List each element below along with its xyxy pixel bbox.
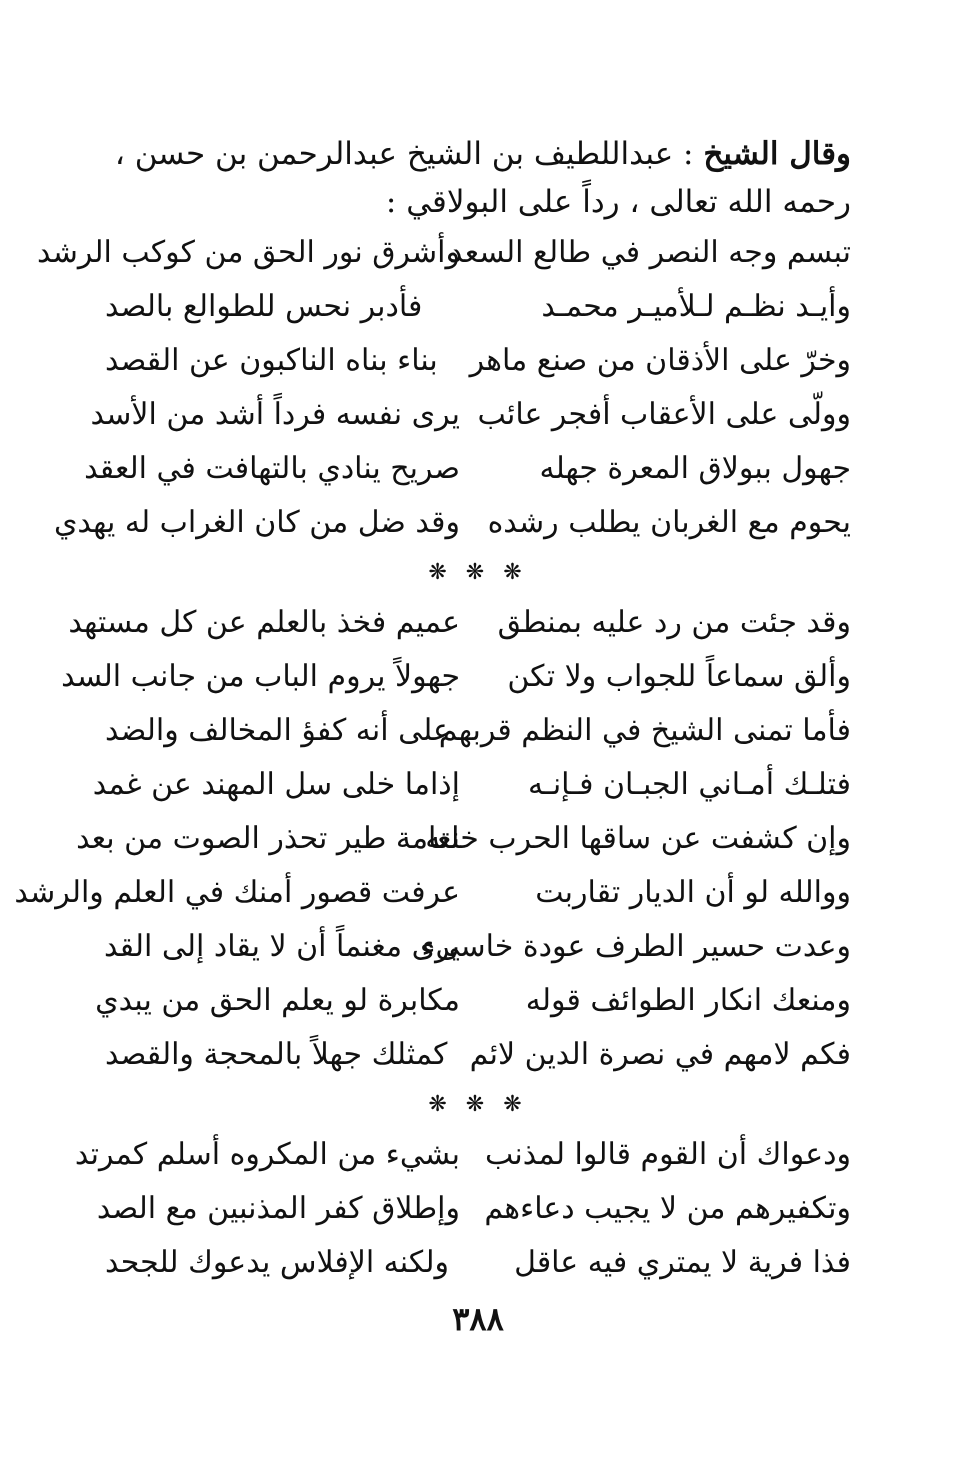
second-hemistich: يرى مغنماً أن لا يقاد إلى القد bbox=[103, 929, 460, 964]
verse-line bbox=[84, 442, 851, 496]
first-hemistich: وقد جئت من رد عليه بمنطق bbox=[497, 605, 851, 640]
first-hemistich: وإن كشفت عن ساقها الحرب خلته bbox=[425, 821, 851, 856]
verse-line bbox=[105, 280, 851, 334]
second-hemistich: وأشرق نور الحق من كوكب الرشد bbox=[36, 235, 460, 270]
second-hemistich: وقد ضل من كان الغراب له يهدي bbox=[53, 505, 460, 540]
second-hemistich: عرفت قصور أمنك في العلم والرشد bbox=[14, 875, 460, 910]
second-hemistich: عميم فخذ بالعلم عن كل مستهد bbox=[68, 605, 460, 640]
verse-line bbox=[105, 1236, 851, 1290]
second-hemistich: كمثلك جهلاً بالمحجة والقصد bbox=[105, 1037, 448, 1072]
first-hemistich: ومنعك انكار الطوائف قوله bbox=[525, 983, 851, 1018]
first-hemistich: وولّى على الأعقاب أفجر عائب bbox=[477, 397, 851, 432]
intro-line-1 bbox=[105, 130, 851, 178]
first-hemistich: فتلـك أمـاني الجبـان فـإنـه bbox=[527, 767, 851, 802]
second-hemistich: وإطلاق كفر المذنبين مع الصد bbox=[96, 1191, 460, 1226]
verse-line bbox=[36, 226, 851, 280]
verse-line bbox=[61, 650, 851, 704]
second-hemistich: إذاما خلى سل المهند عن غمد bbox=[92, 767, 460, 802]
second-hemistich: فأدبر نحس للطوالع بالصد bbox=[105, 289, 423, 324]
second-hemistich: بشيء من المكروه أسلم كمرتد bbox=[74, 1137, 460, 1172]
first-hemistich: يحوم مع الغربان يطلب رشده bbox=[487, 505, 851, 540]
first-hemistich: فأما تمنى الشيخ في النظم قربهم bbox=[438, 713, 851, 748]
section-separator: ❋ ❋ ❋ bbox=[428, 560, 528, 585]
first-hemistich: تبسم وجه النصر في طالع السعد bbox=[449, 235, 851, 270]
intro-line-2: رحمه الله تعالى ، رداً على البولاقي : bbox=[385, 184, 851, 220]
first-hemistich: فذا فرية لا يمتري فيه عاقل bbox=[514, 1245, 851, 1280]
second-hemistich: صريح ينادي بالتهافت في العقد bbox=[84, 451, 460, 486]
first-hemistich: ودعواك أن القوم قالوا لمذنب bbox=[484, 1137, 851, 1172]
first-hemistich: ووالله لو أن الديار تقاربت bbox=[535, 875, 851, 910]
poem-body bbox=[14, 226, 851, 1290]
first-hemistich: وألق سماعاً للجواب ولا تكن bbox=[507, 659, 851, 694]
intro-lead: وقال الشيخ bbox=[703, 136, 851, 172]
verse-line bbox=[90, 388, 851, 442]
section-separator: ❋ ❋ ❋ bbox=[428, 1092, 528, 1117]
first-hemistich: وعدت حسير الطرف عودة خاسىء bbox=[421, 929, 851, 964]
verse-line bbox=[74, 1128, 851, 1182]
first-hemistich: وأيـد نظـم لـلأميـر محمـد bbox=[541, 289, 851, 324]
verse-line bbox=[105, 704, 851, 758]
second-hemistich: بناء بناه الناكبون عن القصد bbox=[105, 343, 438, 378]
verse-line bbox=[95, 974, 851, 1028]
first-hemistich: جهول ببولاق المعرة جهله bbox=[539, 451, 851, 486]
verse-line bbox=[105, 334, 851, 388]
verse-line bbox=[92, 758, 851, 812]
verse-line bbox=[105, 1028, 851, 1082]
second-hemistich: على أنه كفؤ المخالف والضد bbox=[105, 713, 451, 748]
poem-introduction bbox=[105, 130, 851, 226]
first-hemistich: فكم لامهم في نصرة الدين لائم bbox=[469, 1037, 851, 1072]
first-hemistich: وخرّ على الأذقان من صنع ماهر bbox=[469, 343, 851, 378]
second-hemistich: نعامة طير تحذر الصوت من بعد bbox=[76, 821, 460, 856]
verse-line bbox=[96, 1182, 851, 1236]
verse-line bbox=[14, 866, 851, 920]
second-hemistich: مكابرة لو يعلم الحق من يبدي bbox=[95, 983, 460, 1018]
page-number: ٣٨٨ bbox=[452, 1300, 504, 1338]
verse-line bbox=[53, 496, 851, 550]
first-hemistich: وتكفيرهم من لا يجيب دعاءهم bbox=[484, 1191, 851, 1226]
second-hemistich: ولكنه الإفلاس يدعوك للجحد bbox=[105, 1245, 450, 1280]
verse-line bbox=[105, 920, 851, 974]
verse-line bbox=[68, 596, 851, 650]
second-hemistich: جهولاً يروم الباب من جانب السد bbox=[61, 659, 460, 694]
verse-line bbox=[76, 812, 851, 866]
intro-author: : عبداللطيف بن الشيخ عبدالرحمن بن حسن ، bbox=[114, 136, 704, 172]
second-hemistich: يرى نفسه فرداً أشد من الأسد bbox=[90, 397, 460, 432]
